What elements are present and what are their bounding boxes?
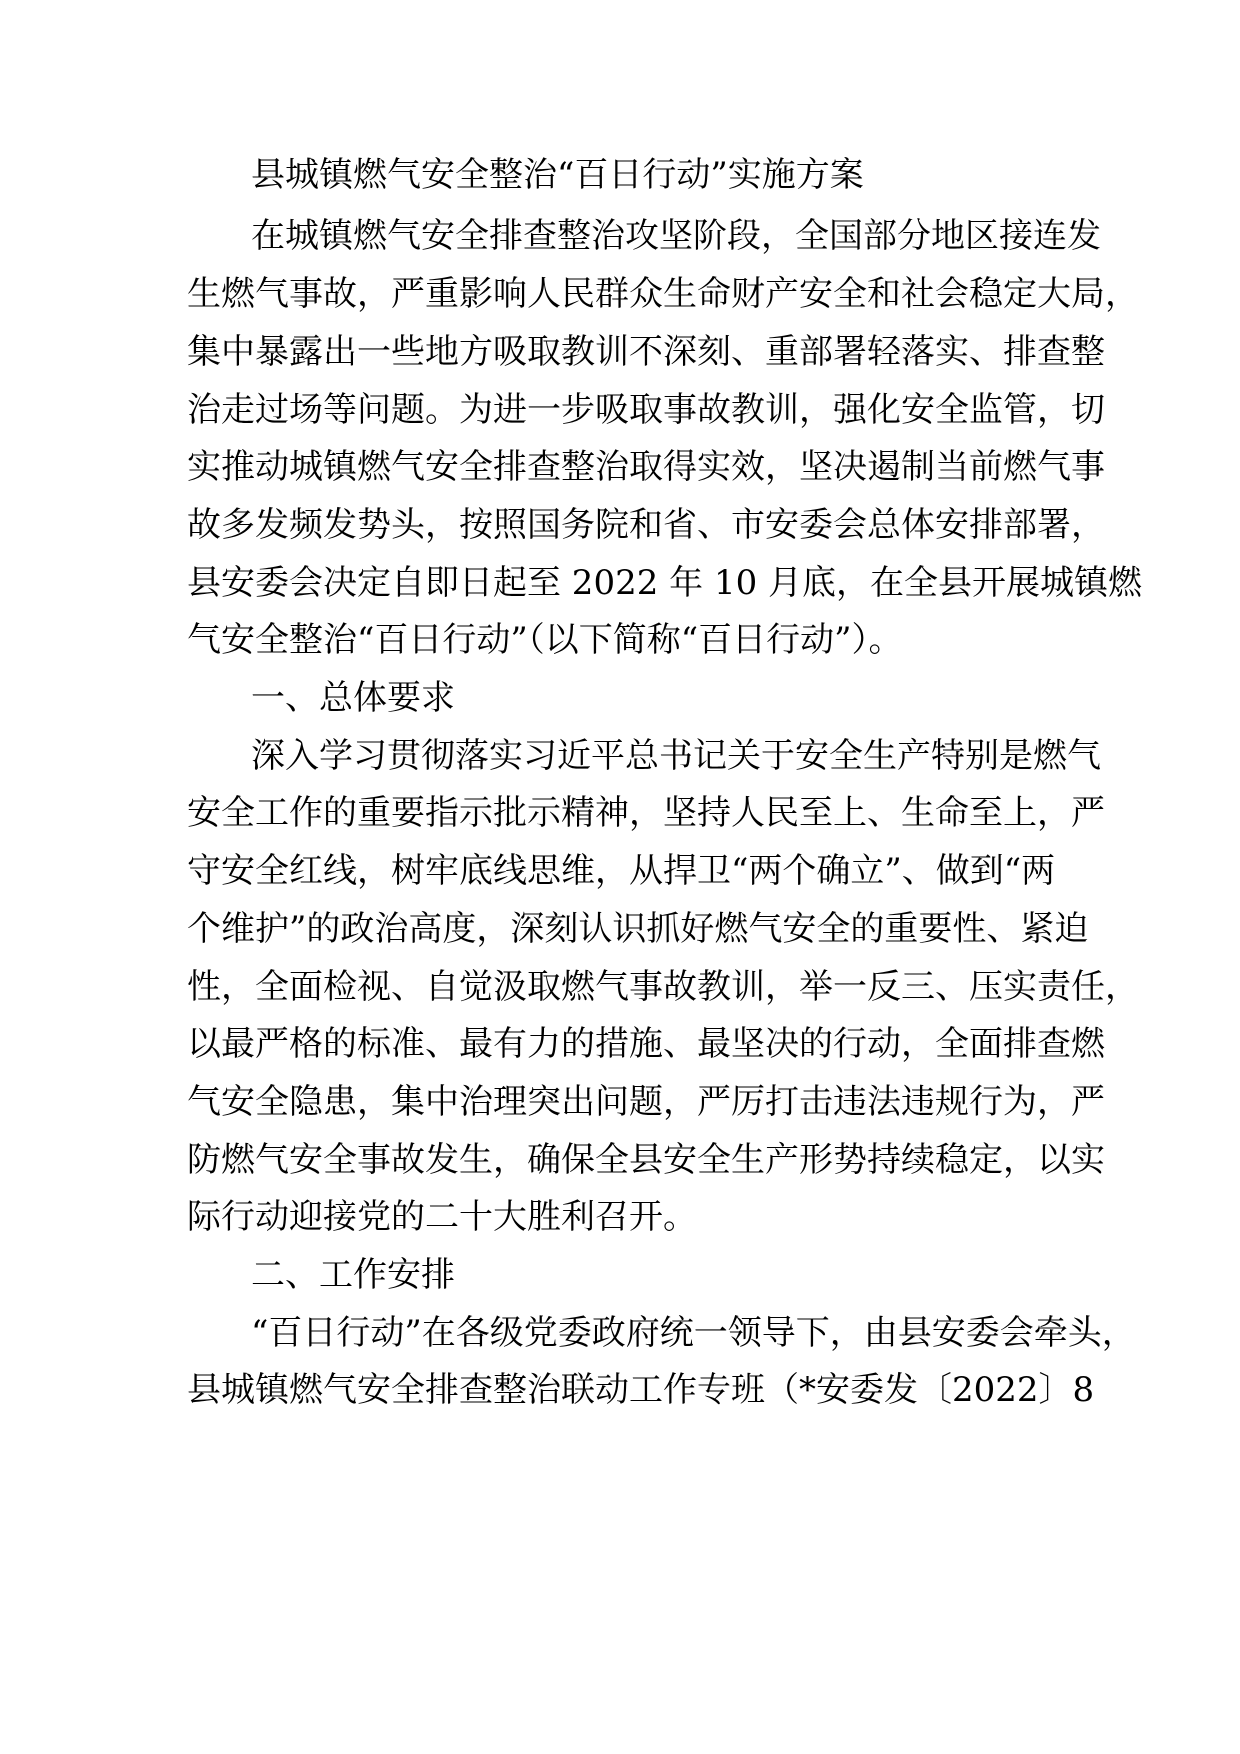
paragraph-1-line-8: 气安全整治“百日行动”（以下简称“百日行动”）。 xyxy=(187,620,903,660)
paragraph-1-line-6: 故多发频发势头，按照国务院和省、市安委会总体安排部署， xyxy=(187,505,1105,545)
paragraph-2-line-5: 性，全面检视、自觉汲取燃气事故教训，举一反三、压实责任， xyxy=(187,967,1139,1007)
paragraph-2-line-4: 个维护”的政治高度，深刻认识抓好燃气安全的重要性、紧迫 xyxy=(187,909,1089,949)
paragraph-2-line-1: 深入学习贯彻落实习近平总书记关于安全生产特别是燃气 xyxy=(251,736,1101,776)
paragraph-3-line-2: 县城镇燃气安全排查整治联动工作专班（*安委发〔2022〕8 xyxy=(187,1370,1095,1410)
paragraph-3-line-1: “百日行动”在各级党委政府统一领导下，由县安委会牵头， xyxy=(251,1313,1136,1353)
paragraph-1-line-4: 治走过场等问题。为进一步吸取事故教训，强化安全监管，切 xyxy=(187,390,1105,430)
paragraph-2-line-8: 防燃气安全事故发生，确保全县安全生产形势持续稳定，以实 xyxy=(187,1140,1105,1180)
section-heading-1: 一、总体要求 xyxy=(251,678,455,718)
paragraph-1-line-1: 在城镇燃气安全排查整治攻坚阶段，全国部分地区接连发 xyxy=(251,216,1101,256)
paragraph-2-line-2: 安全工作的重要指示批示精神，坚持人民至上、生命至上，严 xyxy=(187,793,1105,833)
paragraph-2-line-6: 以最严格的标准、最有力的措施、最坚决的行动，全面排查燃 xyxy=(187,1024,1105,1064)
section-heading-2: 二、工作安排 xyxy=(251,1255,455,1295)
paragraph-1-line-5: 实推动城镇燃气安全排查整治取得实效，坚决遏制当前燃气事 xyxy=(187,447,1105,487)
paragraph-2-line-7: 气安全隐患，集中治理突出问题，严厉打击违法违规行为，严 xyxy=(187,1082,1105,1122)
paragraph-2-line-3: 守安全红线，树牢底线思维，从捍卫“两个确立”、做到“两 xyxy=(187,851,1056,891)
paragraph-1-line-7: 县安委会决定自即日起至 2022 年 10 月底，在全县开展城镇燃 xyxy=(187,563,1143,603)
paragraph-1-line-2: 生燃气事故，严重影响人民群众生命财产安全和社会稳定大局， xyxy=(187,274,1139,314)
paragraph-1-line-3: 集中暴露出一些地方吸取教训不深刻、重部署轻落实、排查整 xyxy=(187,332,1105,372)
document-title: 县城镇燃气安全整治“百日行动”实施方案 xyxy=(251,155,864,195)
paragraph-2-line-9: 际行动迎接党的二十大胜利召开。 xyxy=(187,1197,697,1237)
